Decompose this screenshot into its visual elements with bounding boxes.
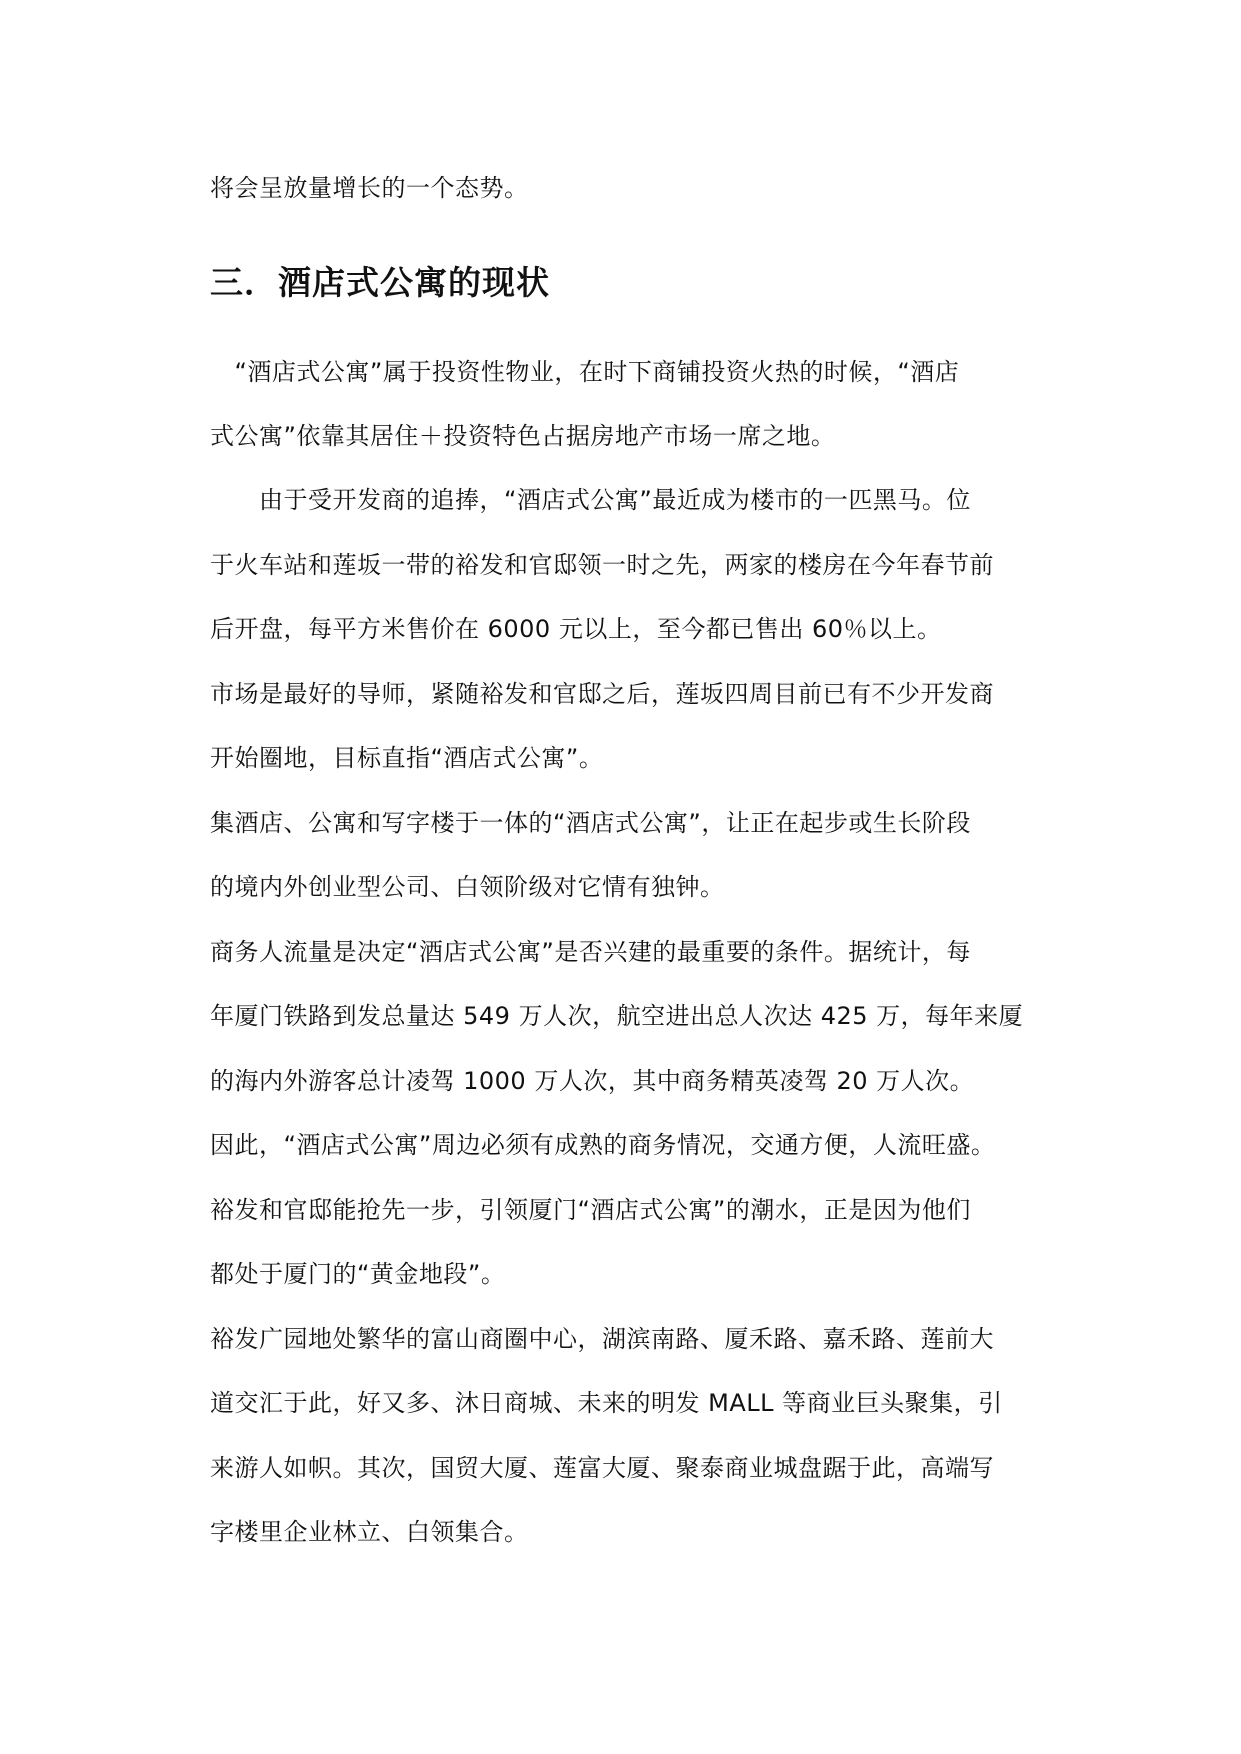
text-line: “酒店式公寓”属于投资性物业，在时下商铺投资火热的时候，“酒店 [210,358,960,386]
text-line: 集酒店、公寓和写字楼于一体的“酒店式公寓”，让正在起步或生长阶段 [210,809,971,837]
text-line: 商务人流量是决定“酒店式公寓”是否兴建的最重要的条件。据统计，每 [210,938,971,966]
text-line: 道交汇于此，好又多、沐日商城、未来的明发 MALL 等商业巨头聚集，引 [210,1389,1003,1417]
text-line: 开始圈地，目标直指“酒店式公寓”。 [210,744,604,772]
text-line: 的境内外创业型公司、白领阶级对它情有独钟。 [210,873,725,901]
text-line: 来游人如帜。其次，国贸大厦、莲富大厦、聚泰商业城盘踞于此，高端写 [210,1454,994,1482]
text-line: 年厦门铁路到发总量达 549 万人次，航空进出总人次达 425 万，每年来厦 [210,1002,1024,1030]
text-line: 因此，“酒店式公寓”周边必须有成熟的商务情况，交通方便，人流旺盛。 [210,1131,996,1159]
text-line: 裕发广园地处繁华的富山商圈中心，湖滨南路、厦禾路、嘉禾路、莲前大 [210,1325,994,1353]
text-line: 裕发和官邸能抢先一步，引领厦门“酒店式公寓”的潮水，正是因为他们 [210,1196,971,1224]
text-line: 于火车站和莲坂一带的裕发和官邸领一时之先，两家的楼房在今年春节前 [210,551,994,579]
section-heading: 三．酒店式公寓的现状 [210,263,550,302]
text-line: 都处于厦门的“黄金地段”。 [210,1260,506,1288]
text-line: 后开盘，每平方米售价在 6000 元以上，至今都已售出 60％以上。 [210,615,942,643]
text-line: 将会呈放量增长的一个态势。 [210,174,529,202]
text-line: 字楼里企业林立、白领集合。 [210,1518,529,1546]
text-line: 市场是最好的导师，紧随裕发和官邸之后，莲坂四周目前已有不少开发商 [210,680,994,708]
text-line: 式公寓”依靠其居住＋投资特色占据房地产市场一席之地。 [210,422,836,450]
text-line: 由于受开发商的追捧，“酒店式公寓”最近成为楼市的一匹黑马。位 [210,486,971,514]
text-line: 的海内外游客总计凌驾 1000 万人次，其中商务精英凌驾 20 万人次。 [210,1067,975,1095]
